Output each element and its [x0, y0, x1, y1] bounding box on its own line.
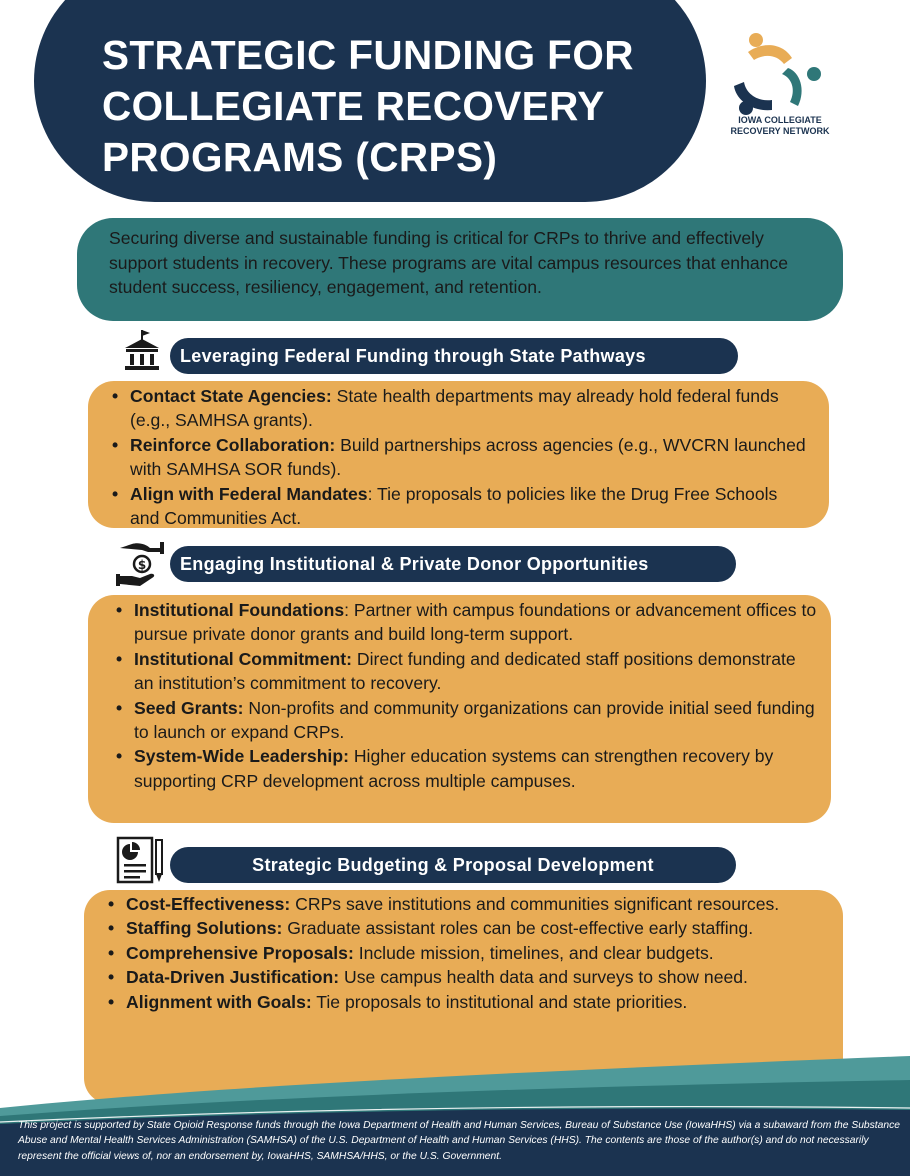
- list-item: • Contact State Agencies: State health departments may already hold federal funds (e.g., SAMHSA grants).: [110, 384, 809, 433]
- funding-disclaimer: This project is supported by State Opioid Response funds through the Iowa Department of Health and Human Services, Bureau of Substance Use (IowaHHS) via a subaward from the Substance Abuse and Mental Health Services Administration (SAMHSA) of the U.S. Department of Health and Human Services (HHS). The contents are those of the author(s) and do not necessarily represent the official views of, nor an endorsement by, IowaHHS, SAMHSA/HHS, or the U.S. Government.: [18, 1120, 900, 1162]
- section-box-federal: [88, 381, 829, 528]
- page-title: STRATEGIC FUNDING FOR COLLEGIATE RECOVERY PROGRAMS (CRPS): [102, 32, 634, 180]
- intro-text: Securing diverse and sustainable funding is critical for CRPs to thrive and effectively support students in recovery. These programs are vital campus resources that enhance student success, resiliency, engagement, and retention.: [109, 228, 789, 297]
- list-item: • Comprehensive Proposals: Include mission, timelines, and clear budgets.: [106, 941, 839, 965]
- list-item: • Alignment with Goals: Tie proposals to institutional and state priorities.: [106, 990, 839, 1014]
- list-item: • Institutional Foundations: Partner with campus foundations or advancement offices to pursue private donor grants and build long-term support.: [114, 598, 819, 647]
- section-heading-budgeting: Strategic Budgeting & Proposal Development: [170, 847, 736, 883]
- document-pencil-icon: [116, 836, 166, 884]
- intro-box: [77, 218, 843, 321]
- list-item: • Institutional Commitment: Direct funding and dedicated staff positions demonstrate an institution’s commitment to recovery.: [114, 647, 819, 696]
- list-item: • System-Wide Leadership: Higher education systems can strengthen recovery by supporting CRP development across multiple campuses.: [114, 744, 819, 793]
- logo-text: IOWA COLLEGIATE RECOVERY NETWORK: [730, 115, 830, 136]
- section-heading-federal: Leveraging Federal Funding through State Pathways: [170, 338, 738, 374]
- list-item: • Align with Federal Mandates: Tie proposals to policies like the Drug Free Schools and Communities Act.: [110, 482, 809, 531]
- section-box-donor: [88, 595, 831, 823]
- list-item: • Cost-Effectiveness: CRPs save institutions and communities significant resources.: [106, 892, 839, 916]
- government-building-icon: [122, 328, 162, 372]
- list-item: • Staffing Solutions: Graduate assistant roles can be cost-effective early staffing.: [106, 916, 839, 940]
- list-item: • Data-Driven Justification: Use campus health data and surveys to show need.: [106, 965, 839, 989]
- section-heading-donor: Engaging Institutional & Private Donor Opportunities: [170, 546, 736, 582]
- hands-money-icon: [116, 540, 164, 588]
- list-item: • Reinforce Collaboration: Build partnerships across agencies (e.g., WVCRN launched with SAMHSA SOR funds).: [110, 433, 809, 482]
- svg-text:$: $: [137, 558, 147, 572]
- list-item: • Seed Grants: Non-profits and community organizations can provide initial seed funding to launch or expand CRPs.: [114, 696, 819, 745]
